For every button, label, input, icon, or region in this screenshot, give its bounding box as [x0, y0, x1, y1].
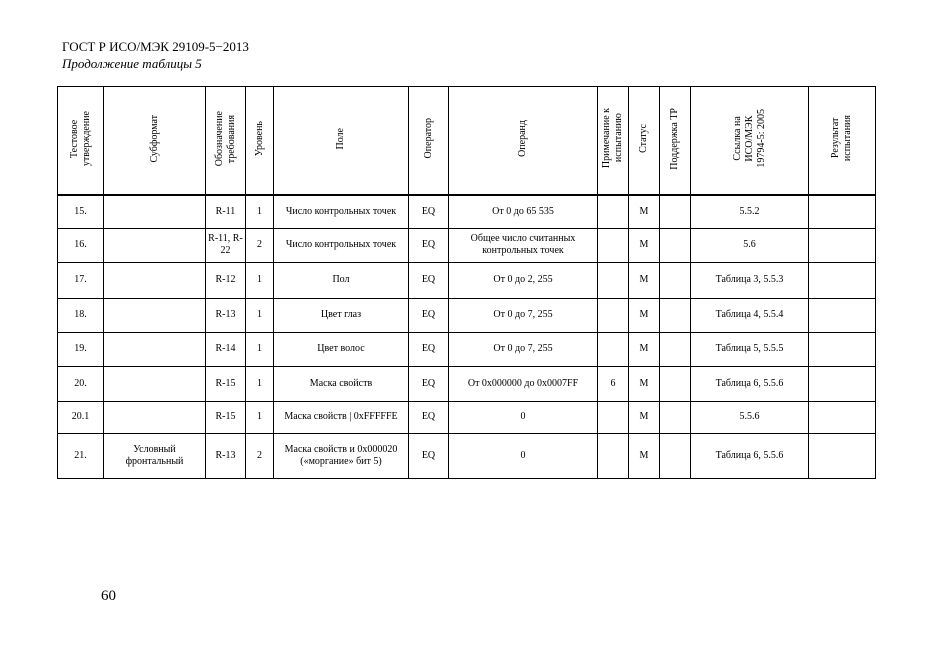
level-cell: 1: [246, 332, 274, 366]
status-cell: M: [629, 433, 660, 478]
subformat-cell: [104, 262, 206, 298]
reference-cell: Таблица 5, 5.5.5: [691, 332, 809, 366]
operand-cell: 0: [449, 433, 598, 478]
field-cell: Число контрольных точек: [274, 195, 409, 228]
reference-cell: 5.5.2: [691, 195, 809, 228]
test-result-cell: [809, 433, 876, 478]
test-assertion-cell: 19.: [58, 332, 104, 366]
subformat-cell: [104, 298, 206, 332]
operand-cell: От 0 до 7, 255: [449, 332, 598, 366]
subformat-cell: [104, 332, 206, 366]
tp-support-cell: [660, 332, 691, 366]
col-header-status: Статус: [629, 87, 660, 196]
table-row: [58, 401, 876, 433]
operator-cell: EQ: [409, 433, 449, 478]
test-note-cell: [598, 195, 629, 228]
col-header-level: Уровень: [246, 87, 274, 196]
col-header-tp-support: Поддержка ТР: [660, 87, 691, 196]
col-header-operator: Оператор: [409, 87, 449, 196]
operand-cell: От 0 до 7, 255: [449, 298, 598, 332]
operator-cell: EQ: [409, 401, 449, 433]
operator-cell: EQ: [409, 262, 449, 298]
standard-title: ГОСТ Р ИСО/МЭК 29109-5−2013: [62, 39, 249, 54]
field-cell: Маска свойств: [274, 366, 409, 401]
requirement-cell: R-14: [206, 332, 246, 366]
subformat-cell: [104, 228, 206, 262]
test-assertion-cell: 18.: [58, 298, 104, 332]
operand-cell: 0: [449, 401, 598, 433]
level-cell: 1: [246, 195, 274, 228]
table-row: [58, 433, 876, 478]
field-cell: Маска свойств | 0xFFFFFE: [274, 401, 409, 433]
page-number: 60: [101, 588, 116, 604]
test-assertion-cell: 15.: [58, 195, 104, 228]
field-cell: Маска свойств и 0x000020 («моргание» бит 5): [274, 433, 409, 478]
requirement-cell: R-13: [206, 433, 246, 478]
operator-cell: EQ: [409, 228, 449, 262]
requirement-cell: R-15: [206, 366, 246, 401]
field-cell: Число контрольных точек: [274, 228, 409, 262]
test-assertion-cell: 21.: [58, 433, 104, 478]
col-header-subformat: Субформат: [104, 87, 206, 196]
operand-cell: От 0x000000 до 0x0007FF: [449, 366, 598, 401]
operand-cell: От 0 до 65 535: [449, 195, 598, 228]
col-header-test-note: Примечание к испытанию: [598, 87, 629, 196]
status-cell: M: [629, 262, 660, 298]
level-cell: 2: [246, 433, 274, 478]
reference-cell: Таблица 6, 5.5.6: [691, 433, 809, 478]
operator-cell: EQ: [409, 366, 449, 401]
col-header-reference: Ссылка на ИСО/МЭК 19794-5: 2005: [691, 87, 809, 196]
tp-support-cell: [660, 401, 691, 433]
subformat-cell: Условный фронтальный: [104, 433, 206, 478]
col-header-operand: Операнд: [449, 87, 598, 196]
operator-cell: EQ: [409, 298, 449, 332]
requirement-cell: R-11, R-22: [206, 228, 246, 262]
test-note-cell: 6: [598, 366, 629, 401]
test-note-cell: [598, 298, 629, 332]
col-header-field: Поле: [274, 87, 409, 196]
field-cell: Цвет глаз: [274, 298, 409, 332]
requirements-table: [57, 86, 876, 479]
reference-cell: 5.6: [691, 228, 809, 262]
reference-cell: Таблица 4, 5.5.4: [691, 298, 809, 332]
field-cell: Цвет волос: [274, 332, 409, 366]
table-row: [58, 228, 876, 262]
test-result-cell: [809, 332, 876, 366]
test-note-cell: [598, 433, 629, 478]
table-row: [58, 262, 876, 298]
status-cell: M: [629, 298, 660, 332]
tp-support-cell: [660, 228, 691, 262]
tp-support-cell: [660, 433, 691, 478]
tp-support-cell: [660, 366, 691, 401]
test-result-cell: [809, 401, 876, 433]
test-assertion-cell: 20.1: [58, 401, 104, 433]
tp-support-cell: [660, 195, 691, 228]
test-assertion-cell: 20.: [58, 366, 104, 401]
table-row: [58, 298, 876, 332]
test-result-cell: [809, 195, 876, 228]
operand-cell: От 0 до 2, 255: [449, 262, 598, 298]
table-continuation-caption: Продолжение таблицы 5: [62, 56, 202, 71]
operand-cell: Общее число считанных контрольных точек: [449, 228, 598, 262]
level-cell: 1: [246, 401, 274, 433]
test-result-cell: [809, 298, 876, 332]
reference-cell: Таблица 6, 5.5.6: [691, 366, 809, 401]
table-header-row: [58, 87, 876, 196]
test-note-cell: [598, 228, 629, 262]
level-cell: 1: [246, 262, 274, 298]
requirement-cell: R-11: [206, 195, 246, 228]
table-row: [58, 366, 876, 401]
test-result-cell: [809, 228, 876, 262]
test-note-cell: [598, 262, 629, 298]
operator-cell: EQ: [409, 195, 449, 228]
subformat-cell: [104, 366, 206, 401]
subformat-cell: [104, 401, 206, 433]
test-note-cell: [598, 332, 629, 366]
level-cell: 2: [246, 228, 274, 262]
table-row: [58, 195, 876, 228]
status-cell: M: [629, 366, 660, 401]
test-result-cell: [809, 262, 876, 298]
test-assertion-cell: 17.: [58, 262, 104, 298]
table-row: [58, 332, 876, 366]
status-cell: M: [629, 195, 660, 228]
reference-cell: 5.5.6: [691, 401, 809, 433]
tp-support-cell: [660, 262, 691, 298]
test-assertion-cell: 16.: [58, 228, 104, 262]
requirement-cell: R-15: [206, 401, 246, 433]
status-cell: M: [629, 401, 660, 433]
status-cell: M: [629, 332, 660, 366]
field-cell: Пол: [274, 262, 409, 298]
requirement-cell: R-12: [206, 262, 246, 298]
col-header-requirement: Обозначение требования: [206, 87, 246, 196]
test-result-cell: [809, 366, 876, 401]
col-header-test-result: Результат испытания: [809, 87, 876, 196]
operator-cell: EQ: [409, 332, 449, 366]
col-header-test-assertion: Тестовое утверждение: [58, 87, 104, 196]
test-note-cell: [598, 401, 629, 433]
requirement-cell: R-13: [206, 298, 246, 332]
level-cell: 1: [246, 366, 274, 401]
subformat-cell: [104, 195, 206, 228]
status-cell: M: [629, 228, 660, 262]
reference-cell: Таблица 3, 5.5.3: [691, 262, 809, 298]
level-cell: 1: [246, 298, 274, 332]
tp-support-cell: [660, 298, 691, 332]
